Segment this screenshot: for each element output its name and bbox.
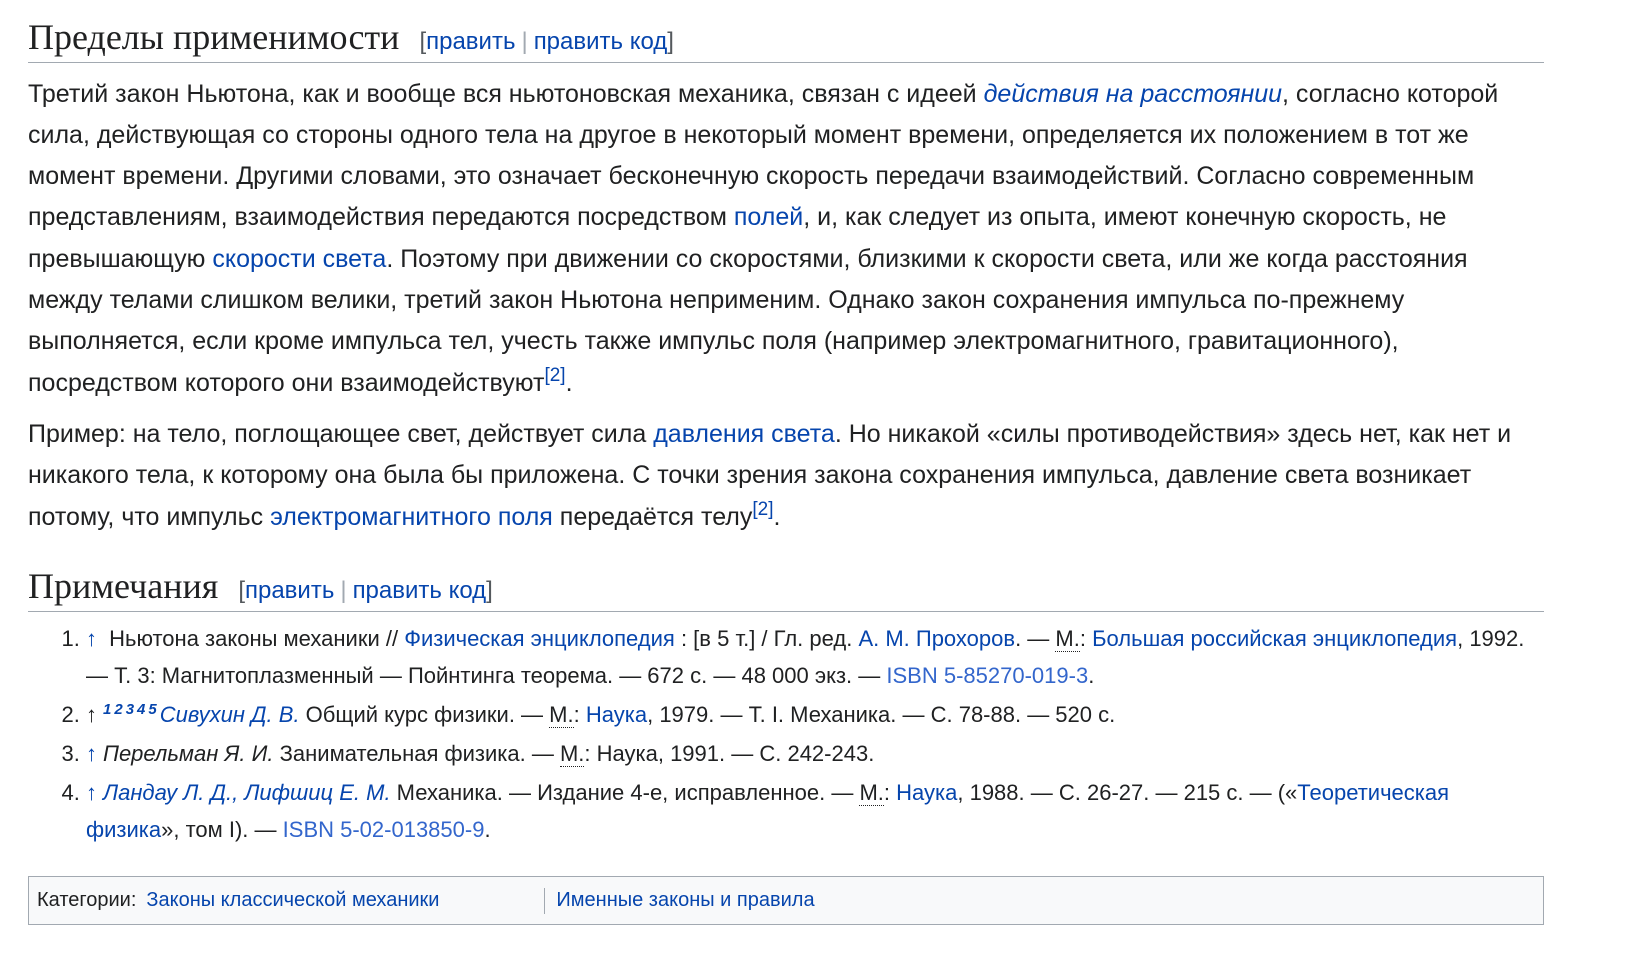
divider [544, 888, 545, 914]
link-editor[interactable]: А. М. Прохоров [858, 625, 1016, 651]
reference-link[interactable]: [2] [752, 498, 774, 520]
references-list [28, 620, 1544, 848]
section-notes [28, 567, 1544, 850]
backlink[interactable]: 2 [114, 700, 123, 718]
link-isbn[interactable]: ISBN 5-85270-019-3 [886, 662, 1089, 688]
list-item: 3. ↑ Перельман Я. И. Занимательная физика. — М.: Наука, 1991. — С. 242-243. [86, 735, 1544, 772]
backlinks [103, 702, 160, 727]
reference-link[interactable]: [2] [544, 364, 566, 386]
abbreviation: М. [559, 740, 585, 766]
category-links: Категории : Законы классической механики Именные законы и правила [28, 876, 1544, 925]
category-link[interactable]: Законы классической механики [146, 889, 440, 911]
paragraph: Третий закон Ньютона, как и вообще вся ньютоновская механика, связан с идеей действия на расстоянии, согласно которой сила, действующая со стороны одного тела на другое в некоторый момент времени, определяется их положением в тот же момент времени. Другими словами, это означает бесконечную скорость передачи взаимодействий. Согласно современным представлениям, взаимодействия передаются посредством полей, и, как следует из опыта, имеют конечную скорость, не превышающую скорости света. Поэтому при движении со скоростями, близкими к скорости света, или же когда расстояния между телами слишком велики, третий закон Ньютона неприменим. Однако закон сохранения импульса по-прежнему выполняется, если кроме импульса тел, учесть также импульс поля (например электромагнитного, гравитационного), посредством которого они взаимодействуют[2]. [28, 79, 1499, 397]
backlink[interactable]: 5 [148, 700, 157, 718]
abbreviation: М. [549, 701, 574, 727]
category-link[interactable]: Именные законы и правила [556, 889, 815, 911]
list-item: 2. ↑ $^{1 2 3 4 5}$ Сивухин Д. В. Общий курс физики. — М.: Наука, 1979. — Т. I. Механика. — С. 78-88. — 520 с. [86, 696, 1544, 733]
section-heading [28, 567, 1544, 612]
link-series[interactable]: Теоретическая физика [86, 779, 1450, 842]
link-author[interactable]: Ландау Л. Д., Лифшиц Е. М. [103, 779, 391, 805]
link-publisher[interactable]: Большая российская энциклопедия [1092, 625, 1458, 651]
edit-link[interactable]: править [244, 577, 335, 604]
link-fields[interactable]: полей [733, 203, 804, 232]
backlink[interactable]: 4 [137, 700, 146, 718]
link-isbn[interactable]: ISBN 5-02-013850-9 [282, 816, 485, 842]
link-encyclopedia[interactable]: Физическая энциклопедия [404, 625, 675, 651]
section-applicability [28, 18, 1544, 538]
backlink-arrow[interactable]: ↑ [86, 740, 97, 766]
section-title: Пределы применимости [28, 17, 400, 57]
list-item: 1. ↑ Ньютона законы механики // Физическая энциклопедия : [в 5 т.] / Гл. ред. А. М. Прохоров. — М.: Большая российская энциклопедия, 1992. — Т. 3: Магнитоплазменный — Пойнтинга теорема. — 672 с. — 48 000 экз. — ISBN 5-85270-019-3. [86, 620, 1544, 694]
edit-section-links: [править | править код] [419, 28, 674, 55]
backlink-arrow[interactable]: ↑ [86, 779, 97, 805]
edit-section-links: [править | править код] [238, 577, 493, 604]
link-publisher[interactable]: Наука [585, 701, 648, 727]
abbreviation: М. [859, 779, 884, 805]
edit-link[interactable]: править [426, 28, 516, 55]
link-publisher[interactable]: Наука [896, 779, 958, 805]
link-electromagnetic-field[interactable]: электромагнитного поля [270, 502, 553, 531]
section-title: Примечания [28, 566, 219, 606]
paragraph: Пример: на тело, поглощающее свет, действует сила давления света. Но никакой «силы противодействия» здесь нет, как нет и никакого тела, к которому она была бы приложена. С точки зрения закона сохранения импульса, давление света возникает потому, что импульс электромагнитного поля передаётся телу[2]. [28, 419, 1512, 531]
edit-source-link[interactable]: править код [533, 28, 668, 55]
abbreviation: М. [1055, 625, 1080, 651]
backlink-arrow[interactable]: ↑ [86, 625, 97, 651]
backlink-arrow: ↑ [86, 701, 97, 727]
link-action-at-distance[interactable]: действия на расстоянии [983, 79, 1283, 108]
author: Перельман Я. И. [103, 740, 274, 766]
categories-label[interactable]: Категории [37, 889, 131, 911]
backlink[interactable]: 1 [103, 700, 112, 718]
backlink[interactable]: 3 [125, 700, 135, 718]
link-speed-of-light[interactable]: скорости света [212, 244, 387, 273]
link-radiation-pressure[interactable]: давления света [653, 419, 835, 448]
edit-source-link[interactable]: править код [352, 577, 487, 604]
list-item: 4. ↑ Ландау Л. Д., Лифшиц Е. М. Механика. — Издание 4-е, исправленное. — М.: Наука, 1988. — С. 26-27. — 215 с. — («Теоретическая физика», том I). — ISBN 5-02-013850-9. [86, 774, 1544, 848]
section-heading [28, 18, 1544, 63]
link-author[interactable]: Сивухин Д. В. [159, 701, 300, 727]
